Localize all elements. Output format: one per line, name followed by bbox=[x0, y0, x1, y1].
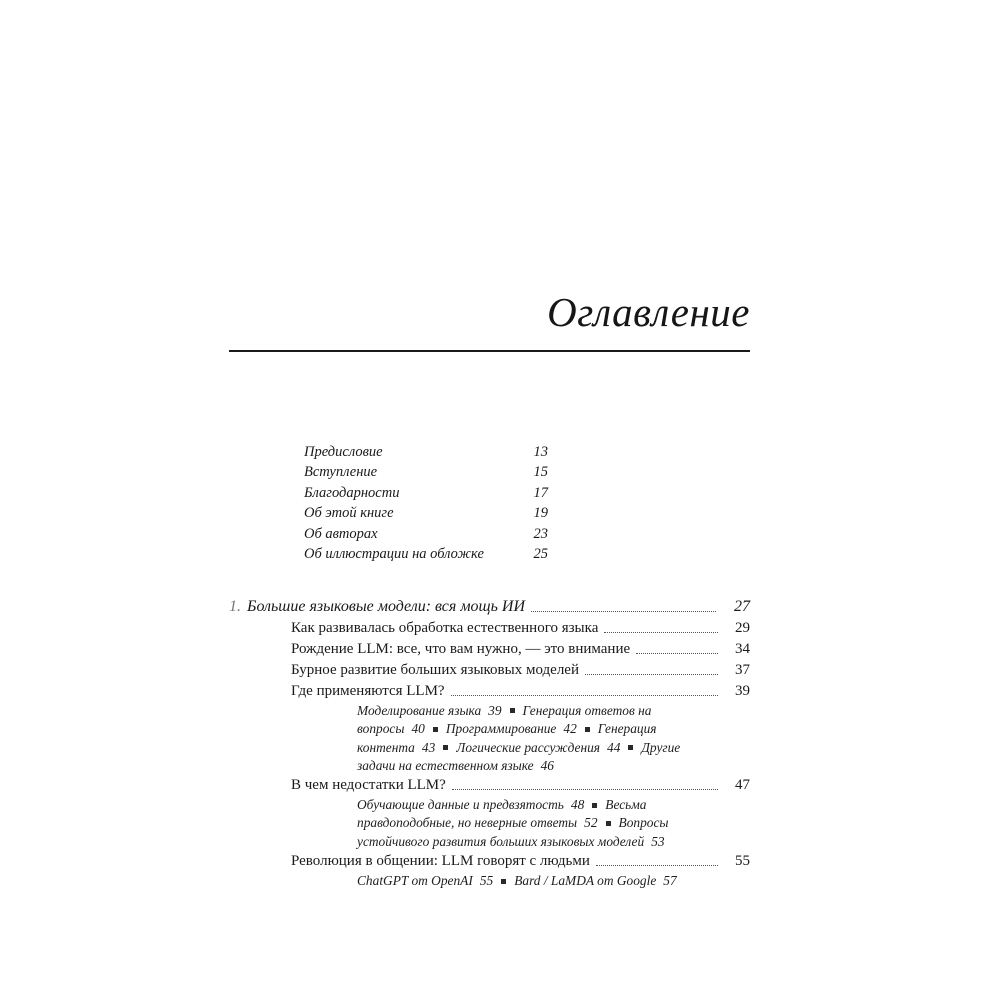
subsection-title: Генерация ответов на вопросы bbox=[357, 703, 652, 737]
section-entry[interactable] bbox=[229, 660, 750, 681]
subsection-entry[interactable] bbox=[456, 740, 620, 755]
chapter-title: Большие языковые модели: вся мощь ИИ bbox=[247, 598, 525, 615]
front-matter-page: 25 bbox=[533, 545, 548, 562]
subsection-page: 43 bbox=[421, 739, 436, 755]
subsection-page: 55 bbox=[479, 873, 494, 889]
front-matter-label: Об иллюстрации на обложке bbox=[304, 545, 484, 562]
subsection-list bbox=[357, 702, 707, 775]
subsection-title: ChatGPT от OpenAI bbox=[357, 873, 473, 889]
subsection-entry[interactable] bbox=[446, 721, 577, 736]
chapter-number: 1. bbox=[229, 598, 241, 615]
section-page: 34 bbox=[735, 641, 750, 657]
front-matter-label: Вступление bbox=[304, 464, 378, 481]
section-page: 47 bbox=[735, 777, 750, 794]
subsection-page: 39 bbox=[488, 703, 502, 718]
subsection-page: 52 bbox=[584, 815, 598, 831]
section-title: Бурное развитие больших языковых моделей bbox=[291, 662, 579, 678]
front-matter-item[interactable] bbox=[304, 524, 548, 544]
subsection-title: Моделирование языка bbox=[357, 703, 482, 718]
dot-leader bbox=[596, 865, 718, 866]
section-page: 55 bbox=[735, 853, 750, 870]
front-matter-page: 13 bbox=[533, 444, 548, 460]
square-bullet-icon bbox=[592, 803, 597, 808]
subsection-title: Весьма правдоподобные, но неверные ответы bbox=[357, 797, 647, 831]
section-title: Где применяются LLM? bbox=[291, 683, 445, 699]
front-matter-item[interactable] bbox=[304, 462, 548, 482]
subsection-entry[interactable] bbox=[514, 873, 676, 888]
front-matter-label: Об этой книге bbox=[304, 505, 394, 522]
front-matter-list bbox=[304, 442, 548, 564]
subsection-title: Обучающие данные и предвзятость bbox=[357, 797, 564, 813]
subsection-page: 57 bbox=[663, 873, 677, 889]
front-matter-page: 23 bbox=[533, 525, 548, 542]
front-matter-item[interactable] bbox=[304, 544, 548, 564]
dot-leader bbox=[636, 653, 718, 654]
section-page: 39 bbox=[735, 683, 750, 699]
front-matter-label: Предисловие bbox=[304, 444, 383, 460]
subsection-list bbox=[357, 796, 707, 851]
section-title: Как развивалась обработка естественного языка bbox=[291, 620, 599, 636]
chapter-heading bbox=[229, 596, 525, 618]
front-matter-page: 15 bbox=[533, 464, 548, 481]
subsection-title: Программирование bbox=[445, 721, 557, 737]
dot-leader bbox=[585, 674, 718, 675]
front-matter-item[interactable] bbox=[304, 503, 548, 523]
dot-leader bbox=[531, 611, 716, 612]
subsection-title: Генерация контента bbox=[357, 721, 657, 755]
subsection-page: 40 bbox=[411, 721, 425, 737]
subsection-page: 53 bbox=[651, 833, 665, 849]
section-entry[interactable] bbox=[229, 775, 750, 796]
page-title: Оглавление bbox=[547, 289, 750, 335]
subsection-page: 44 bbox=[607, 739, 621, 755]
subsection-entry[interactable] bbox=[357, 797, 584, 812]
front-matter-item[interactable] bbox=[304, 442, 548, 462]
subsection-page: 46 bbox=[540, 757, 554, 773]
square-bullet-icon bbox=[628, 745, 633, 750]
section-page: 29 bbox=[735, 620, 750, 636]
dot-leader bbox=[452, 789, 718, 790]
square-bullet-icon bbox=[606, 821, 611, 826]
square-bullet-icon bbox=[585, 727, 590, 732]
subsection-page: 48 bbox=[570, 797, 585, 813]
subsection-title: Bard / LaMDA от Google bbox=[514, 873, 657, 889]
section-page: 37 bbox=[735, 662, 750, 678]
front-matter-item[interactable] bbox=[304, 483, 548, 503]
chapter-page: 27 bbox=[734, 598, 750, 615]
section-title: Революция в общении: LLM говорят с людьми bbox=[291, 853, 590, 870]
front-matter-label: Благодарности bbox=[304, 484, 400, 501]
subsection-title: Вопросы устойчивого развития больших языковых моделей bbox=[357, 815, 669, 849]
section-entry[interactable] bbox=[229, 851, 750, 872]
chapter-entry[interactable] bbox=[229, 596, 750, 618]
dot-leader bbox=[604, 632, 718, 633]
section-entry[interactable] bbox=[229, 639, 750, 660]
square-bullet-icon bbox=[443, 745, 448, 750]
subsection-page: 42 bbox=[563, 721, 577, 737]
square-bullet-icon bbox=[433, 727, 438, 732]
front-matter-page: 17 bbox=[533, 484, 548, 501]
subsection-list bbox=[357, 872, 707, 890]
title-divider bbox=[229, 350, 750, 352]
square-bullet-icon bbox=[501, 879, 506, 884]
front-matter-page: 19 bbox=[533, 505, 548, 522]
front-matter-label: Об авторах bbox=[304, 525, 378, 542]
dot-leader bbox=[451, 695, 718, 696]
section-title: Рождение LLM: все, что вам нужно, — это внимание bbox=[291, 641, 631, 657]
subsection-title: Другие задачи на естественном языке bbox=[357, 739, 681, 773]
section-entry[interactable] bbox=[229, 681, 750, 702]
subsection-entry[interactable] bbox=[357, 703, 502, 718]
table-of-contents bbox=[229, 596, 750, 890]
subsection-entry[interactable] bbox=[357, 873, 493, 888]
subsection-title: Логические рассуждения bbox=[456, 739, 601, 755]
section-title: В чем недостатки LLM? bbox=[291, 777, 446, 794]
square-bullet-icon bbox=[510, 708, 515, 713]
section-entry[interactable] bbox=[229, 618, 750, 639]
